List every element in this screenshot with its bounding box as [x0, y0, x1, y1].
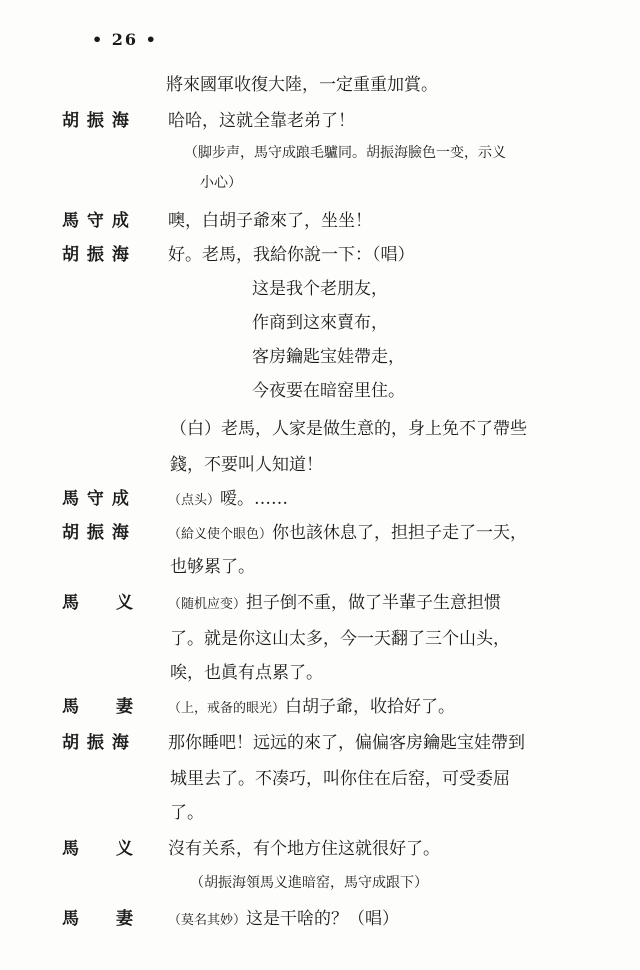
song-line: 客房鑰匙宝娃帶走，	[252, 347, 405, 367]
dialog-line: 錢，不要叫人知道！	[170, 455, 323, 475]
dialog-line: 那你睡吧！远远的來了，偏偏客房鑰匙宝娃帶到	[168, 733, 525, 753]
dialog-text: 你也該休息了，担担子走了一天，	[272, 523, 528, 543]
dialog-line	[168, 692, 455, 717]
dialog-line	[168, 484, 288, 509]
dialog-text: 这是干啥的？（唱）	[246, 909, 400, 929]
inline-direction: （点头）	[168, 493, 221, 508]
dialog-line: 將來國軍收復大陸，一定重重加賞。	[166, 75, 438, 95]
song-line: 作商到这來賣布，	[252, 313, 388, 333]
dialog-line	[168, 518, 527, 543]
dialog-line: 哈哈，这就全靠老弟了！	[168, 111, 355, 131]
dialog-line: （白）老馬，人家是做生意的，身上免不了帶些	[170, 419, 527, 439]
speaker-name: 馬 义	[62, 839, 134, 859]
stage-direction: （胡振海領馬义進暗窑，馬守成跟下）	[190, 875, 428, 891]
inline-direction: （上，戒备的眼光）	[168, 701, 286, 716]
song-line: 这是我个老朋友，	[252, 279, 388, 299]
song-line: 今夜要在暗窑里住。	[252, 381, 405, 401]
speaker-name: 馬 守 成	[62, 211, 130, 231]
speaker-name: 馬 妻	[62, 909, 134, 929]
inline-direction: （随机应变）	[168, 597, 247, 612]
speaker-name: 胡 振 海	[62, 733, 130, 753]
speaker-name: 胡 振 海	[62, 523, 130, 543]
inline-direction: （給义使个眼色）	[168, 527, 273, 542]
speaker-name: 馬 守 成	[62, 489, 130, 509]
speaker-name: 馬 妻	[62, 697, 134, 717]
dialog-text: 嗳。……	[220, 489, 289, 509]
dialog-line: 噢，白胡子爺來了，坐坐！	[168, 211, 372, 231]
dialog-line	[168, 904, 399, 929]
stage-direction: 小心）	[200, 175, 242, 191]
dialog-line: 城里去了。不凑巧，叫你住在后窑，可受委屈	[170, 769, 510, 789]
dialog-line: 沒有关系，有个地方住这就很好了。	[168, 839, 440, 859]
dialog-line: 好。老馬，我給你說一下：（唱）	[168, 245, 415, 265]
speaker-name: 胡 振 海	[62, 245, 130, 265]
page-number: • 26 •	[92, 30, 158, 49]
inline-direction: （莫名其妙）	[168, 913, 247, 928]
stage-direction: （脚步声，馬守成踉毛驢同。胡振海臉色一变，示义	[184, 145, 506, 161]
dialog-line: 了。就是你这山太多，今一天翻了三个山头，	[170, 629, 510, 649]
speaker-name: 馬 义	[62, 593, 134, 613]
dialog-text: 担子倒不重，做了半輩子生意担惯	[246, 593, 502, 613]
dialog-line	[168, 588, 501, 613]
speaker-name: 胡 振 海	[62, 111, 130, 131]
dialog-line: 也够累了。	[170, 557, 255, 577]
dialog-text: 白胡子爺，收拾好了。	[285, 697, 456, 717]
dialog-line: 唉，也眞有点累了。	[170, 663, 323, 683]
dialog-line: 了。	[170, 803, 204, 823]
